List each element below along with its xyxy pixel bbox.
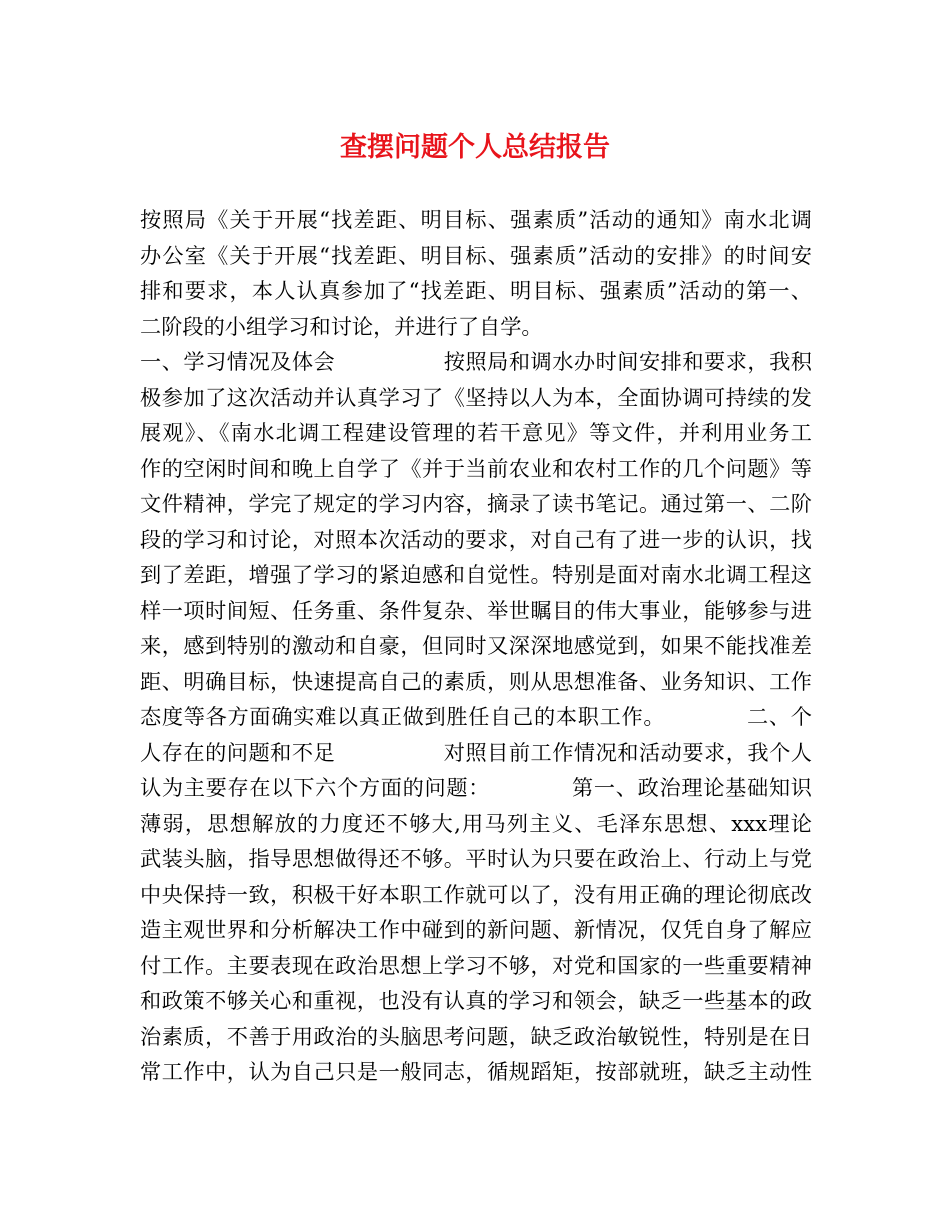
body-line: 造主观世界和分析解决工作中碰到的新问题、新情况，仅凭自身了解应 — [140, 917, 812, 942]
document-title: 查摆问题个人总结报告 — [340, 132, 610, 163]
body-line: 办公室《关于开展“找差距、明目标、强素质”活动的安排》的时间安 — [140, 242, 812, 268]
body-line: 付工作。主要表现在政治思想上学习不够，对党和国家的一些重要精神 — [140, 952, 812, 978]
section-heading-line: 一、学习情况及体会 按照局和调水办时间安排和要求，我积 — [140, 349, 812, 374]
body-line: 段的学习和讨论，对照本次活动的要求，对自己有了进一步的认识，找 — [140, 526, 812, 552]
body-line: 治素质，不善于用政治的头脑思考问题，缺乏政治敏锐性，特别是在日 — [140, 1023, 812, 1049]
body-line: 按照局《关于开展“找差距、明目标、强素质”活动的通知》南水北调 — [140, 207, 812, 232]
section-heading-line: 人存在的问题和不足 对照目前工作情况和活动要求，我个人 — [140, 739, 812, 765]
body-line: 排和要求，本人认真参加了“找差距、明目标、强素质”活动的第一、 — [140, 278, 812, 303]
body-line: 常工作中，认为自己只是一般同志，循规蹈矩，按部就班，缺乏主动性 — [140, 1059, 812, 1084]
body-line: 中央保持一致，积极干好本职工作就可以了，没有用正确的理论彻底改 — [140, 881, 812, 907]
body-line: 展观》、《南水北调工程建设管理的若干意见》等文件，并利用业务工 — [140, 420, 812, 445]
body-line: 距、明确目标，快速提高自己的素质，则从思想准备、业务知识、工作 — [140, 668, 812, 694]
section-heading-line: 态度等各方面确实难以真正做到胜任自己的本职工作。 二、个 — [140, 704, 812, 729]
document-body — [140, 202, 812, 1090]
body-line: 来，感到特别的激动和自豪，但同时又深深地感觉到，如果不能找准差 — [140, 633, 812, 658]
body-line: 到了差距，增强了学习的紧迫感和自觉性。特别是面对南水北调工程这 — [140, 562, 812, 587]
body-line: 薄弱，思想解放的力度还不够大,用马列主义、毛泽东思想、xxx理论 — [140, 810, 812, 836]
body-line: 和政策不够关心和重视，也没有认真的学习和领会，缺乏一些基本的政 — [140, 988, 812, 1013]
body-line: 二阶段的小组学习和讨论，并进行了自学。 — [140, 313, 543, 339]
body-line: 文件精神，学完了规定的学习内容，摘录了读书笔记。通过第一、二阶 — [140, 491, 812, 516]
body-line: 武装头脑，指导思想做得还不够。平时认为只要在政治上、行动上与党 — [140, 846, 812, 871]
body-line: 作的空闲时间和晚上自学了《并于当前农业和农村工作的几个问题》等 — [140, 455, 812, 481]
body-line: 样一项时间短、任务重、条件复杂、举世瞩目的伟大事业，能够参与进 — [140, 597, 812, 623]
body-line: 认为主要存在以下六个方面的问题： 第一、政治理论基础知识 — [140, 775, 812, 800]
body-line: 极参加了这次活动并认真学习了《坚持以人为本，全面协调可持续的发 — [140, 384, 812, 410]
